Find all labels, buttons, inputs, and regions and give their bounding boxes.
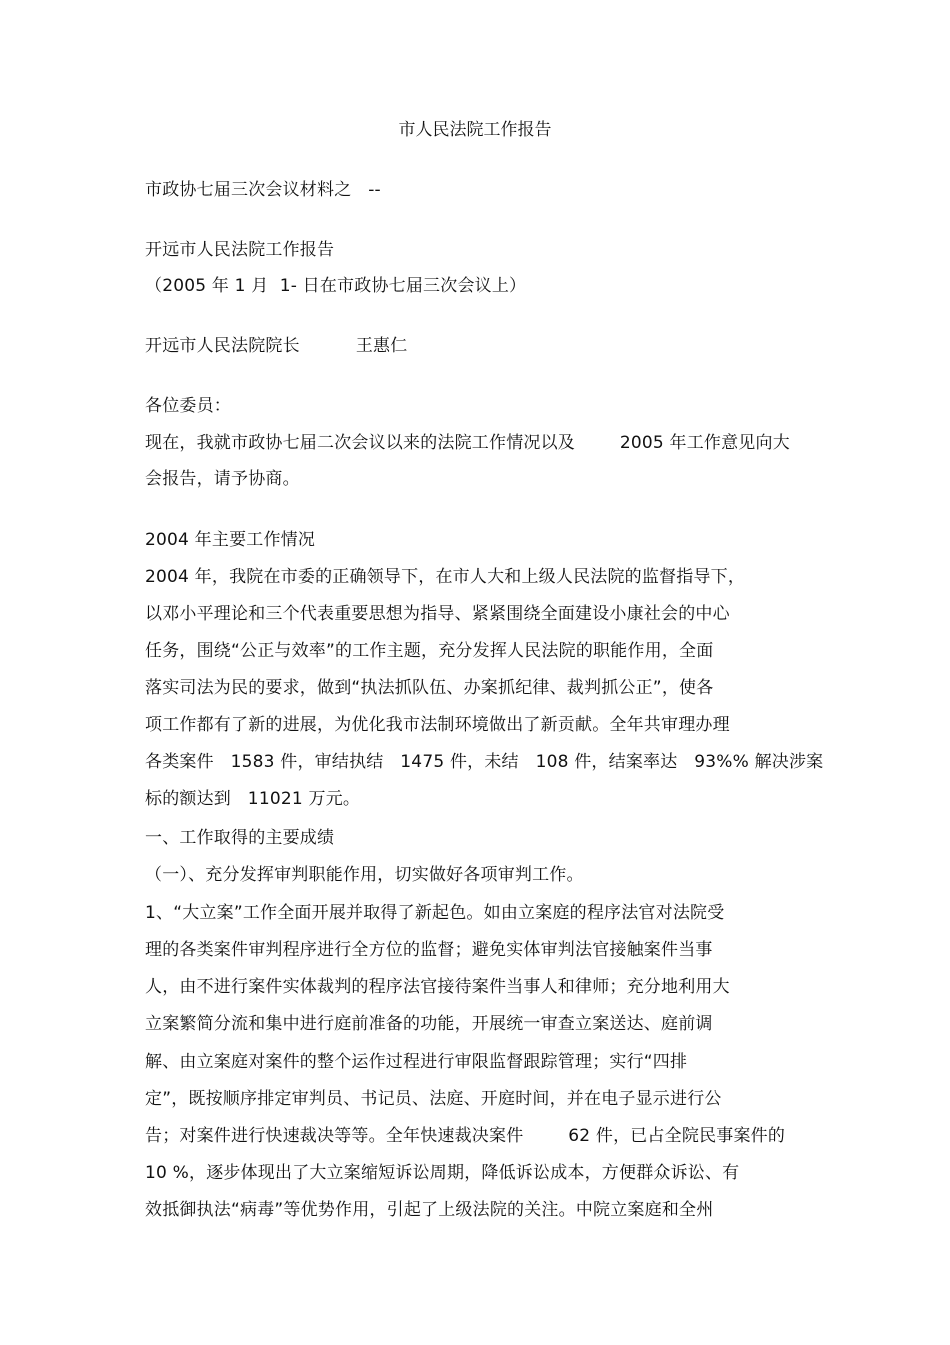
item-line: 定”，既按顺序排定审判员、书记员、法庭、开庭时间，并在电子显示进行公 <box>145 1089 722 1109</box>
item-line: 解、由立案庭对案件的整个运作过程进行审限监督跟踪管理；实行“四排 <box>145 1052 688 1072</box>
item-line: 人，由不进行案件实体裁判的程序法官接待案件当事人和律师；充分地利用大 <box>145 977 730 997</box>
section-heading: 2004 年主要工作情况 <box>145 530 316 550</box>
item-line: 理的各类案件审判程序进行全方位的监督；避免实体审判法官接触案件当事 <box>145 940 713 960</box>
intro-line: 会报告，请予协商。 <box>145 469 300 489</box>
part-one-subheading: （一）、充分发挥审判职能作用，切实做好各项审判工作。 <box>145 865 584 885</box>
item-line: 立案繁简分流和集中进行庭前准备的功能，开展统一审查立案送达、庭前调 <box>145 1014 713 1034</box>
document-title: 市人民法院工作报告 <box>398 120 552 140</box>
author-line: 开远市人民法院院长 王惠仁 <box>145 336 408 356</box>
part-one-heading: 一、工作取得的主要成绩 <box>145 828 335 848</box>
body-line: 任务，围绕“公正与效率”的工作主题，充分发挥人民法院的职能作用，全面 <box>145 641 714 661</box>
body-line: 各类案件 1583 件，审结执结 1475 件，未结 108 件，结案率达 93%% 解决涉案 <box>145 752 824 772</box>
item-line: 效抵御执法“病毒”等优势作用，引起了上级法院的关注。中院立案庭和全州 <box>145 1200 714 1220</box>
body-line: 落实司法为民的要求，做到“执法抓队伍、办案抓纪律、裁判抓公正”，使各 <box>145 678 714 698</box>
date-line: （2005 年 1 月 1- 日在市政协七届三次会议上） <box>145 276 527 296</box>
body-line: 项工作都有了新的进展，为优化我市法制环境做出了新贡献。全年共审理办理 <box>145 715 730 735</box>
subtitle: 市政协七届三次会议材料之 -- <box>145 180 381 200</box>
report-name: 开远市人民法院工作报告 <box>145 240 335 260</box>
body-line: 标的额达到 11021 万元。 <box>145 789 361 809</box>
salutation: 各位委员： <box>145 396 231 416</box>
item-line: 10 %，逐步体现出了大立案缩短诉讼周期，降低诉讼成本，方便群众诉讼、有 <box>145 1163 740 1183</box>
item-line: 告；对案件进行快速裁决等等。全年快速裁决案件 62 件，已占全院民事案件的 <box>145 1126 786 1146</box>
intro-line: 现在，我就市政协七届二次会议以来的法院工作情况以及 2005 年工作意见向大 <box>145 433 790 453</box>
body-line: 以邓小平理论和三个代表重要思想为指导、紧紧围绕全面建设小康社会的中心 <box>145 604 730 624</box>
body-line: 2004 年，我院在市委的正确领导下，在市人大和上级人民法院的监督指导下， <box>145 567 746 587</box>
item-line: 1、“大立案”工作全面开展并取得了新起色。如由立案庭的程序法官对法院受 <box>145 903 725 923</box>
